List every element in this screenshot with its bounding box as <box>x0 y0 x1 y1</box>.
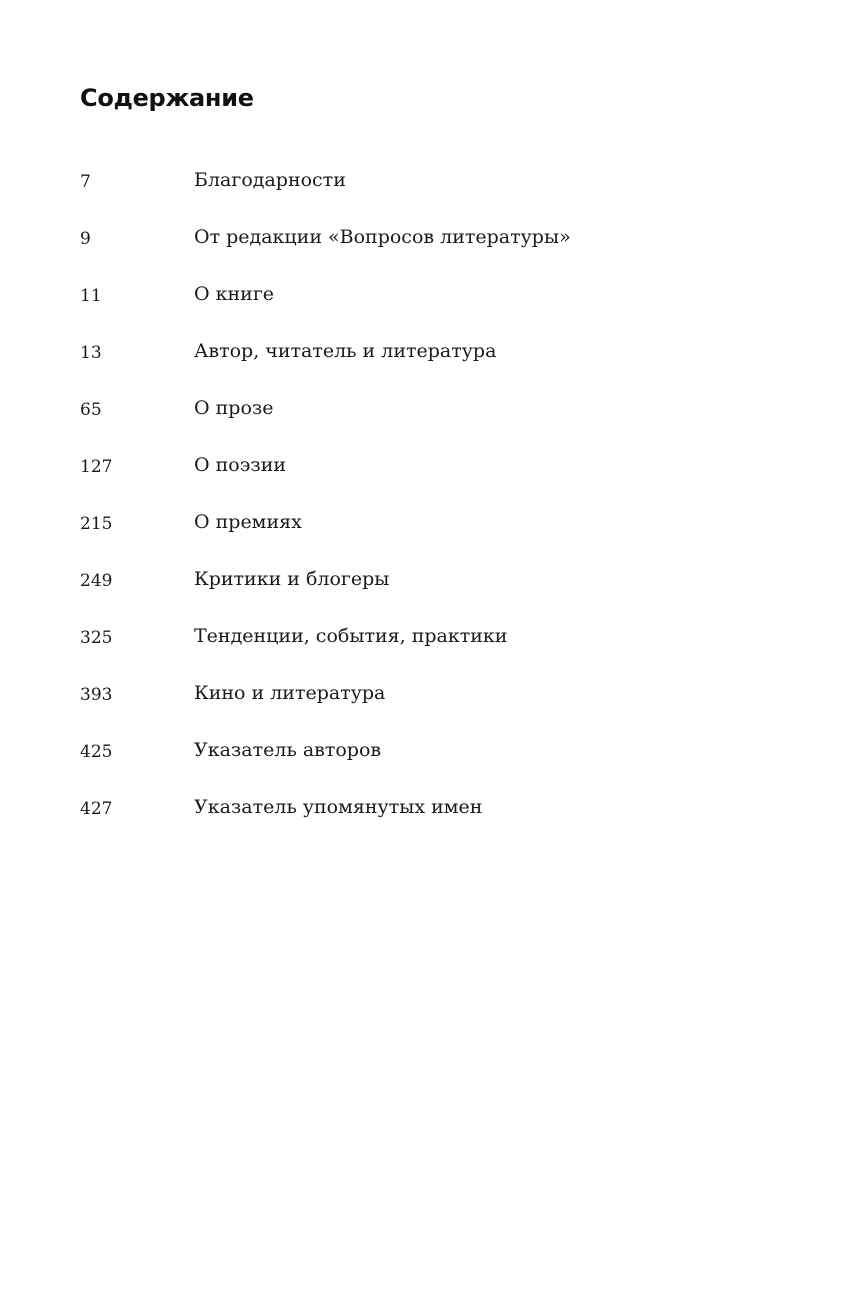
toc-entry-title: О прозе <box>194 397 274 419</box>
toc-page-number: 427 <box>80 799 113 819</box>
toc-entry-title: Автор, читатель и литература <box>194 340 497 362</box>
page-title: Содержание <box>80 84 254 112</box>
toc-entry-title: Критики и блогеры <box>194 568 390 590</box>
toc-entry-cinema <box>80 679 780 736</box>
toc-entry-prizes <box>80 508 780 565</box>
toc-entry-title: Указатель авторов <box>194 739 382 761</box>
toc-entry-title: Указатель упомянутых имен <box>194 796 483 818</box>
toc-page-number: 425 <box>80 742 113 762</box>
toc-entry-prose <box>80 394 780 451</box>
toc-entry-title: Тенденции, события, практики <box>194 625 508 647</box>
toc-entry-title: От редакции «Вопросов литературы» <box>194 226 571 248</box>
toc-page-number: 9 <box>80 229 91 249</box>
toc-page-number: 325 <box>80 628 113 648</box>
table-of-contents <box>80 166 780 850</box>
toc-page-number: 127 <box>80 457 113 477</box>
toc-entry-authors-index <box>80 736 780 793</box>
toc-entry-about-book <box>80 280 780 337</box>
toc-entry-names-index <box>80 793 780 850</box>
toc-page-number: 13 <box>80 343 102 363</box>
toc-page-number: 393 <box>80 685 113 705</box>
toc-entry-acknowledgements <box>80 166 780 223</box>
toc-entry-poetry <box>80 451 780 508</box>
toc-entry-title: Благодарности <box>194 169 346 191</box>
toc-page-number: 65 <box>80 400 102 420</box>
toc-entry-title: О премиях <box>194 511 302 533</box>
toc-entry-author-reader <box>80 337 780 394</box>
toc-entry-critics-bloggers <box>80 565 780 622</box>
toc-page-number: 7 <box>80 172 91 192</box>
toc-page-number: 215 <box>80 514 113 534</box>
toc-entry-trends <box>80 622 780 679</box>
toc-page-number: 249 <box>80 571 113 591</box>
toc-entry-title: О книге <box>194 283 275 305</box>
toc-page-number: 11 <box>80 286 102 306</box>
toc-entry-editorial <box>80 223 780 280</box>
toc-entry-title: Кино и литература <box>194 682 386 704</box>
toc-entry-title: О поэзии <box>194 454 287 476</box>
